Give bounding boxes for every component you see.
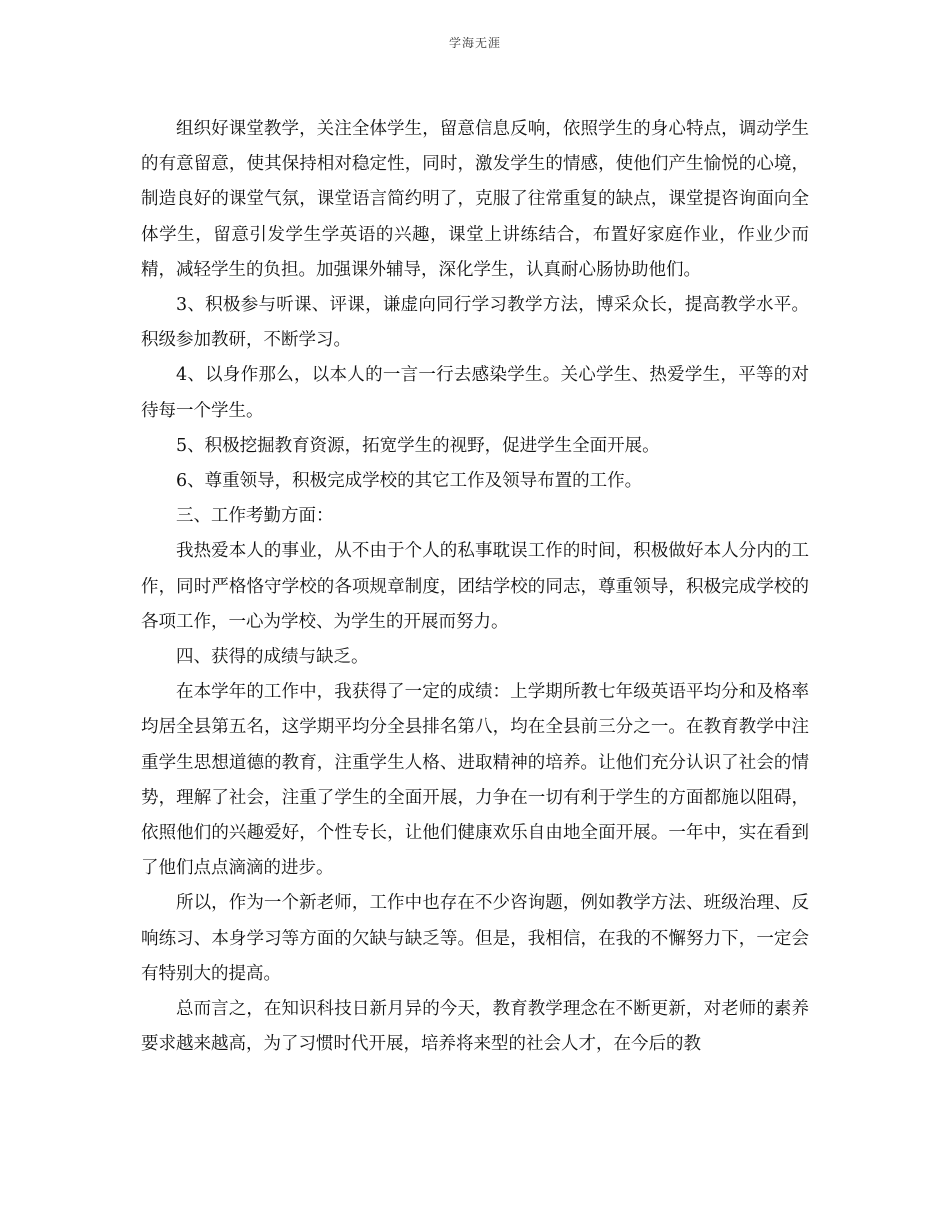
- section-heading-achievements: 四、获得的成绩与缺乏。: [176, 647, 369, 668]
- paragraph-item-5: 5、积极挖掘教育资源，拓宽学生的视野，促进学生全面开展。: [176, 435, 660, 456]
- paragraph-attendance: 我热爱本人的事业，从不由于个人的私事耽误工作的时间，积极做好本人分内的工作，同时严格恪守学校的各项规章制度，团结学校的同志，尊重领导，积极完成学校的各项工作，一心为学校、为学生的开展而努力。: [141, 541, 809, 632]
- paragraph-classroom-teaching: 组织好课堂教学，关注全体学生，留意信息反响，依照学生的身心特点，调动学生的有意留意，使其保持相对稳定性，同时，激发学生的情感，使他们产生愉悦的心境，制造良好的课堂气氛，课堂语言简约明了，克服了往常重复的缺点，课堂提咨询面向全体学生，留意引发学生学英语的兴趣，课堂上讲练结合，布置好家庭作业，作业少而精，减轻学生的负担。加强课外辅导，深化学生，认真耐心肠协助他们。: [141, 119, 809, 280]
- paragraph-conclusion: 总而言之，在知识科技日新月异的今天，教育教学理念在不断更新，对老师的素养要求越来越高，为了习惯时代开展，培养将来型的社会人才，在今后的教: [141, 999, 809, 1055]
- paragraph-shortcomings: 所以，作为一个新老师，工作中也存在不少咨询题，例如教学方法、班级治理、反响练习、本身学习等方面的欠缺与缺乏等。但是，我相信，在我的不懈努力下，一定会有特别大的提高。: [141, 893, 809, 984]
- section-heading-attendance: 三、工作考勤方面：: [176, 506, 334, 527]
- paragraph-item-6: 6、尊重领导，积极完成学校的其它工作及领导布置的工作。: [176, 471, 643, 492]
- paragraph-achievements: 在本学年的工作中，我获得了一定的成绩：上学期所教七年级英语平均分和及格率均居全县第五名，这学期平均分全县排名第八，均在全县前三分之一。在教育教学中注重学生思想道德的教育，注重学生人格、进取精神的培养。让他们充分认识了社会的情势，理解了社会，注重了学生的全面开展，力争在一切有利于学生的方面都施以阻碍，依照他们的兴趣爱好，个性专长，让他们健康欢乐自由地全面开展。一年中，实在看到了他们点点滴滴的进步。: [141, 682, 809, 879]
- paragraph-item-3: 3、积极参与听课、评课，谦虚向同行学习教学方法，博采众长，提高教学水平。积级参加教研，不断学习。: [141, 295, 809, 351]
- paragraph-item-4: 4、以身作那么，以本人的一言一行去感染学生。关心学生、热爱学生，平等的对待每一个学生。: [141, 365, 809, 421]
- page-header: 学海无涯: [448, 36, 501, 50]
- document-body: [141, 112, 809, 1062]
